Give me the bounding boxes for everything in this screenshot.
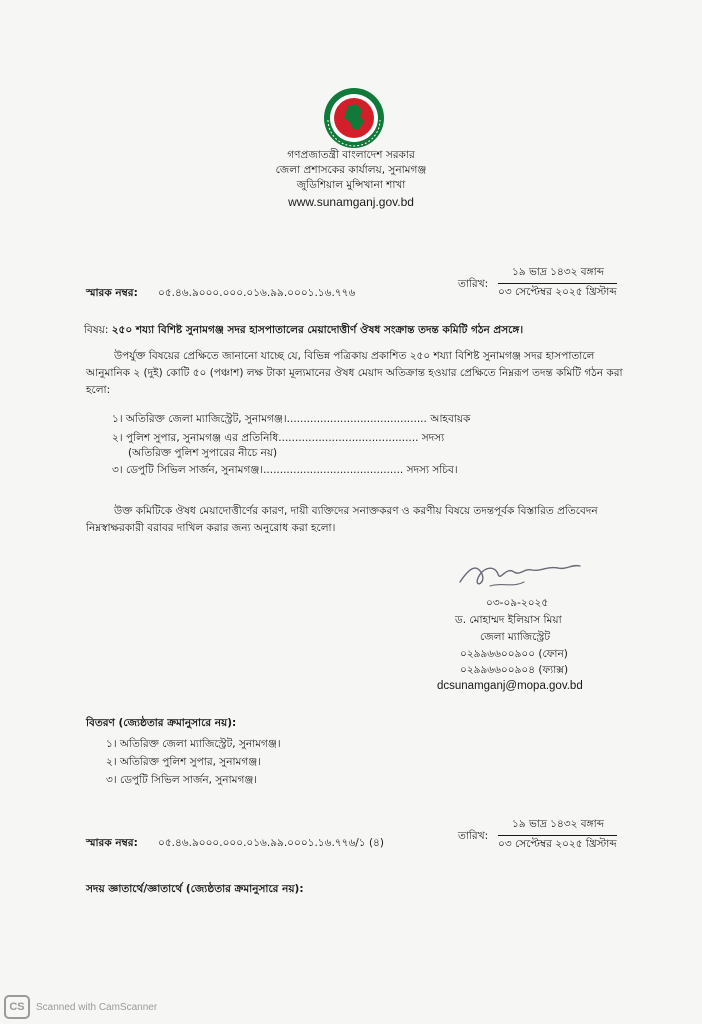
government-seal-icon [322,86,386,150]
memo-number: ০৫.৪৬.৯০০০.০০০.০১৬.৯৯.০০০১.১৬.৭৭৬ [158,287,356,299]
signatory-designation: জেলা ম্যাজিস্ট্রেট [480,631,551,643]
date-english: ০৩ সেপ্টেম্বর ২০২৫ খ্রিস্টাব্দ [498,283,617,302]
signatory-phone: ০২৯৯৬৬০০৯০০ (ফোন) [460,648,568,660]
memo2-number: ০৫.৪৬.৯০০০.০০০.০১৬.৯৯.০০০১.১৬.৭৭৬/১ (৪) [158,837,384,849]
distribution-title: বিতরণ (জ্যেষ্ঠতার ক্রমানুসারে নয়): [86,717,237,729]
distribution-item-3: ৩। ডেপুটি সিভিল সার্জন, সুনামগঞ্জ। [106,774,258,786]
body-intro: উপর্যুক্ত বিষয়ের প্রেক্ষিতে জানানো যাচ্ছে যে, বিভিন্ন পত্রিকায় প্রকাশিত ২৫০ শয্যা বিশিষ্ট সুনামগঞ্জ সদর হাসপাতালে আনুমানিক ২ (দুই) কোটি ৫০ (পঞ্চাশ) লক্ষ টাকা মূল্যমানের ঔষধ মেয়াদ অতিক্রান্ত হওয়ার প্রেক্ষিতে নিম্নরূপ তদন্ত কমিটি গঠন করা হলো: [86,350,623,396]
signatory-fax: ০২৯৯৬৬০০৯০৪ (ফ্যাক্স) [460,664,569,676]
scanner-text: Scanned with CamScanner [36,1001,158,1013]
camscanner-logo-icon: CS [4,995,30,1019]
distribution-item-2: ২। অতিরিক্ত পুলিশ সুপার, সুনামগঞ্জ। [106,756,261,768]
committee-item-1: ১। অতিরিক্ত জেলা ম্যাজিস্ট্রেট, সুনামগঞ্জ।.......................................... আহবায়ক [112,413,471,425]
memo2-date-bangla: ১৯ ভাদ্র ১৪৩২ বঙ্গাব্দ [512,818,604,830]
subject-text: ২৫০ শয্যা বিশিষ্ট সুনামগঞ্জ সদর হাসপাতালের মেয়াদোত্তীর্ণ ঔষধ সংক্রান্ত তদন্ত কমিটি গঠন প্রসঙ্গে। [111,324,524,336]
header-office: জেলা প্রশাসকের কার্যালয়, সুনামগঞ্জ [275,164,427,176]
handwritten-signature [454,552,584,598]
memo2-label: স্মারক নম্বর: [86,837,138,849]
committee-note: (অতিরিক্ত পুলিশ সুপারের নীচে নয়) [128,447,278,459]
header-section: জুডিশিয়াল মুন্সিখানা শাখা [296,179,406,191]
committee-item-2: ২। পুলিশ সুপার, সুনামগঞ্জ এর প্রতিনিধি.......................................... সদস্য [112,432,445,444]
copy-to-title: সদয় জ্ঞাতার্থে/জ্ঞাতার্থে (জ্যেষ্ঠতার ক্রমানুসারে নয়): [86,883,304,895]
subject-label: বিষয়: [84,324,109,336]
memo-label: স্মারক নম্বর: [86,287,138,299]
signatory-name: ড. মোহাম্মদ ইলিয়াস মিয়া [455,614,562,626]
header-government: গণপ্রজাতন্ত্রী বাংলাদেশ সরকার [287,149,415,161]
memo2-date-label: তারিখ: [458,830,489,842]
signatory-email-link[interactable]: dcsunamganj@mopa.gov.bd [437,680,583,692]
body-closing: উক্ত কমিটিকে ঔষধ মেয়াদোত্তীর্ণের কারণ, দায়ী ব্যক্তিদের সনাক্তকরণ ও করণীয় বিষয়ে তদন্তপূর্বক বিস্তারিত প্রতিবেদন নিম্নস্বাক্ষরকারী বরাবর দাখিল করার জন্য অনুরোধ করা হলো। [86,505,598,534]
header-website-link[interactable]: www.sunamganj.gov.bd [288,195,414,209]
date-bangla: ১৯ ভাদ্র ১৪৩২ বঙ্গাব্দ [512,266,604,278]
memo2-date-english: ০৩ সেপ্টেম্বর ২০২৫ খ্রিস্টাব্দ [498,835,617,854]
subject [84,323,523,340]
scanner-watermark [4,995,157,1019]
date-label: তারিখ: [458,278,489,290]
committee-item-3: ৩। ডেপুটি সিভিল সার্জন, সুনামগঞ্জ।.......................................... সদস্য সচিব। [112,464,458,476]
signature-date: ০৩-০৯-২০২৫ [486,597,549,609]
distribution-item-1: ১। অতিরিক্ত জেলা ম্যাজিস্ট্রেট, সুনামগঞ্জ। [106,738,281,750]
